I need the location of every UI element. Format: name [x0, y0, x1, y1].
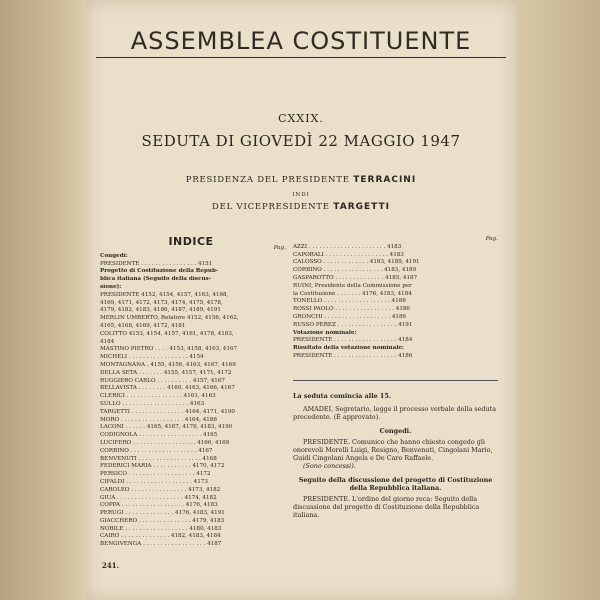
indice-title: INDICE [168, 235, 214, 248]
indice-entry: TARGETTI . . . . . . . . . . . . . . . 4164, 4171, 4190 [100, 408, 235, 415]
indice-entry: MICHELI . . . . . . . . . . . . . . . . . 4154 [100, 354, 204, 361]
indice-entry: sione): [100, 283, 122, 290]
indice-entry: COLITTO 4153, 4154, 4157, 4161, 4178, 4183, [100, 330, 234, 337]
indice-entry: RUINI, Presidente della Commissione per [293, 282, 412, 289]
indice-entry: RUGGIERO CARLO . . . . . . . . . . 4157, 4167 [100, 377, 225, 384]
indice-entry: LUCIFERO . . . . . . . . . . . . . . . . . . 4166, 4169 [100, 439, 230, 446]
indice-entry: DELLA SETA . . . . . . . 4155, 4157, 4171, 4172 [100, 369, 232, 376]
indice-entry: TONELLO . . . . . . . . . . . . . . . . . . . 4186 [293, 298, 406, 305]
indice-left-column [100, 245, 286, 549]
indice-entry: GIACCHERO . . . . . . . . . . . . . . . 4179, 4183 [100, 517, 225, 524]
indice-entry: CLERICI . . . . . . . . . . . . . . . . 4161, 4163 [100, 393, 216, 400]
seduta-start: La seduta comincia alle 15. [293, 392, 392, 400]
indice-entry: PRESIDENTE . . . . . . . . . . . . . . . . 4151 [100, 260, 213, 267]
body-text [293, 392, 498, 520]
indice-entry: 4179, 4182, 4183, 4186, 4187, 4189, 4191 [100, 307, 221, 314]
vicepresidency-line [86, 202, 516, 212]
header-rule [96, 57, 506, 58]
indice-right-column [293, 236, 498, 361]
indice-entry: Progetto di Costituzione della Repub- [100, 268, 219, 275]
indice-entry: COPPA . . . . . . . . . . . . . . . . . . 4176, 4183 [100, 502, 218, 509]
indice-entry: FEDERICI MARIA . . . . . . . . . . . 4170, 4172 [100, 463, 225, 470]
seguito-heading: Seguito della discussione del progetto di Costituzione della Repubblica italiana. [298, 475, 493, 492]
presidency-line [86, 175, 516, 185]
indice-entry: PERUGI . . . . . . . . . . . . . . 4176, 4183, 4191 [100, 510, 225, 517]
indi-label: INDI [292, 192, 310, 198]
book-binding-left [0, 0, 86, 600]
indice-entry: ROSSI PAOLO . . . . . . . . . . . . . . . . . 4186 [293, 306, 410, 313]
indice-entry: Risultato della votazione nominale: [293, 345, 404, 352]
indice-entry: CIFALDI . . . . . . . . . . . . . . . . . . . 4173 [100, 478, 208, 485]
indice-entry: Congedi: [100, 252, 128, 259]
indice-entry: blica italiana (Seguito della discus- [100, 276, 212, 283]
presidency-prefix: PRESIDENZA DEL PRESIDENTE [185, 175, 350, 185]
indice-entry: CORBINO . . . . . . . . . . . . . . . . . 4183, 4189 [293, 267, 417, 274]
indice-entry: LACONI . . . . . . 4165, 4167, 4176, 4183, 4190 [100, 424, 233, 431]
congedi-note: (Sono concessi). [303, 462, 356, 471]
indice-entry: PERSICO . . . . . . . . . . . . . . . . . . . 4172 [100, 471, 211, 478]
indice-entry: NOBILE . . . . . . . . . . . . . . . . . . 4180, 4183 [100, 525, 222, 532]
book-edge-right [516, 0, 600, 600]
indice-entry: PRESIDENTE . . . . . . . . . . . . . . . . . . 4186 [293, 352, 413, 359]
indice-entry: CODIGNOLA . . . . . . . . . . . . . . . . . . 4165 [100, 432, 218, 439]
indice-entry: PRESIDENTE . . . . . . . . . . . . . . . . . . 4184 [293, 337, 413, 344]
indice-entry: RUSSO PEREZ . . . . . . . . . . . . . . . . . 4191 [293, 321, 413, 328]
indice-entry: 4169, 4171, 4172, 4173, 4174, 4175, 4178, [100, 299, 223, 306]
indice-entry: BENVENUTI . . . . . . . . . . . . . . . . . . 4168 [100, 455, 217, 462]
indice-entry: CORBINO . . . . . . . . . . . . . . . . . . . 4167 [100, 447, 213, 454]
indice-entry: CAROLEO . . . . . . . . . . . . . . . . 4173, 4182 [100, 486, 221, 493]
indice-entry: BENGIVENGA . . . . . . . . . . . . . . . . . . 4187 [100, 541, 222, 548]
indice-entry: la Costituzione . . . . . . . 4176, 4183, 4184 [293, 290, 412, 297]
pag-label-right: Pag. [485, 236, 498, 242]
page-header-title: ASSEMBLEA COSTITUENTE [130, 27, 472, 55]
document-page [86, 0, 516, 600]
indice-entry: 4165, 4168, 4169, 4172, 4181 [100, 322, 186, 329]
session-title: SEDUTA DI GIOVEDÌ 22 MAGGIO 1947 [141, 132, 461, 150]
indice-entry: CAPORALI . . . . . . . . . . . . . . . . . . 4183 [293, 251, 404, 258]
pag-label: Pag. [273, 245, 286, 251]
vice-prefix: DEL VICEPRESIDENTE [211, 202, 330, 212]
indice-entry: MONTAGNANA . 4155, 4156, 4163, 4167, 4169 [100, 361, 236, 368]
indice-entry: SULLO . . . . . . . . . . . . . . . . . . . 4163 [100, 400, 205, 407]
indice-entry: 4184 [100, 338, 115, 345]
indice-entry: Votazione nominale: [293, 329, 357, 336]
indice-entry: MASTINO PIETRO . . . . 4153, 4158, 4163, 4167 [100, 346, 237, 353]
indice-entry: CALOSSO . . . . . . . . . . . . . 4183, 4189, 4191 [293, 259, 420, 266]
indice-entry: AZZI . . . . . . . . . . . . . . . . . . . . . . 4183 [293, 243, 402, 250]
section-divider [293, 380, 498, 381]
indice-entry: GASPAROTTO . . . . . . . . . . . . . . 4185, 4187 [293, 274, 418, 281]
vicepresident-name: TARGETTI [333, 202, 391, 212]
indice-entry: MERLIN UMBERTO, Relatore 4152, 4156, 4162, [100, 315, 239, 322]
congedi-paragraph: PRESIDENTE. Comunico che hanno chiesto congedo gli onorevoli Morelli Luigi, Resigno, Benvenuti, Cingolani Mario, Guidi Cingolani Angela e De Caro Raffaele. [293, 437, 493, 463]
page-number: 241. [102, 561, 120, 570]
indice-entry: GIUA . . . . . . . . . . . . . . . . . . . 4174, 4182 [100, 494, 217, 501]
indice-entry: GRONCHI . . . . . . . . . . . . . . . . . . . 4186 [293, 313, 407, 320]
indice-entry: BELLAVISTA . . . . . . . . 4160, 4163, 4166, 4167 [100, 385, 235, 392]
presidente-paragraph: PRESIDENTE. L'ordine del giorno reca: Seguito della discussione del progetto di Costituzione della Repubblica italiana. [293, 495, 480, 520]
president-name: TERRACINI [353, 175, 417, 185]
indice-entry: CAIRO . . . . . . . . . . . . . . 4182, 4183, 4184 [100, 533, 221, 540]
congedi-heading: Congedi. [379, 426, 412, 435]
amadei-paragraph: AMADEI, Segretario, legge il processo verbale della seduta precedente. (È approvato). [293, 405, 497, 422]
session-number: CXXIX. [278, 112, 324, 125]
indice-entry: MORO . . . . . . . . . . . . . . . . . . 4164, 4186 [100, 416, 217, 423]
indice-entry: PRESIDENTE 4152, 4154, 4157, 4163, 4168, [100, 291, 229, 298]
